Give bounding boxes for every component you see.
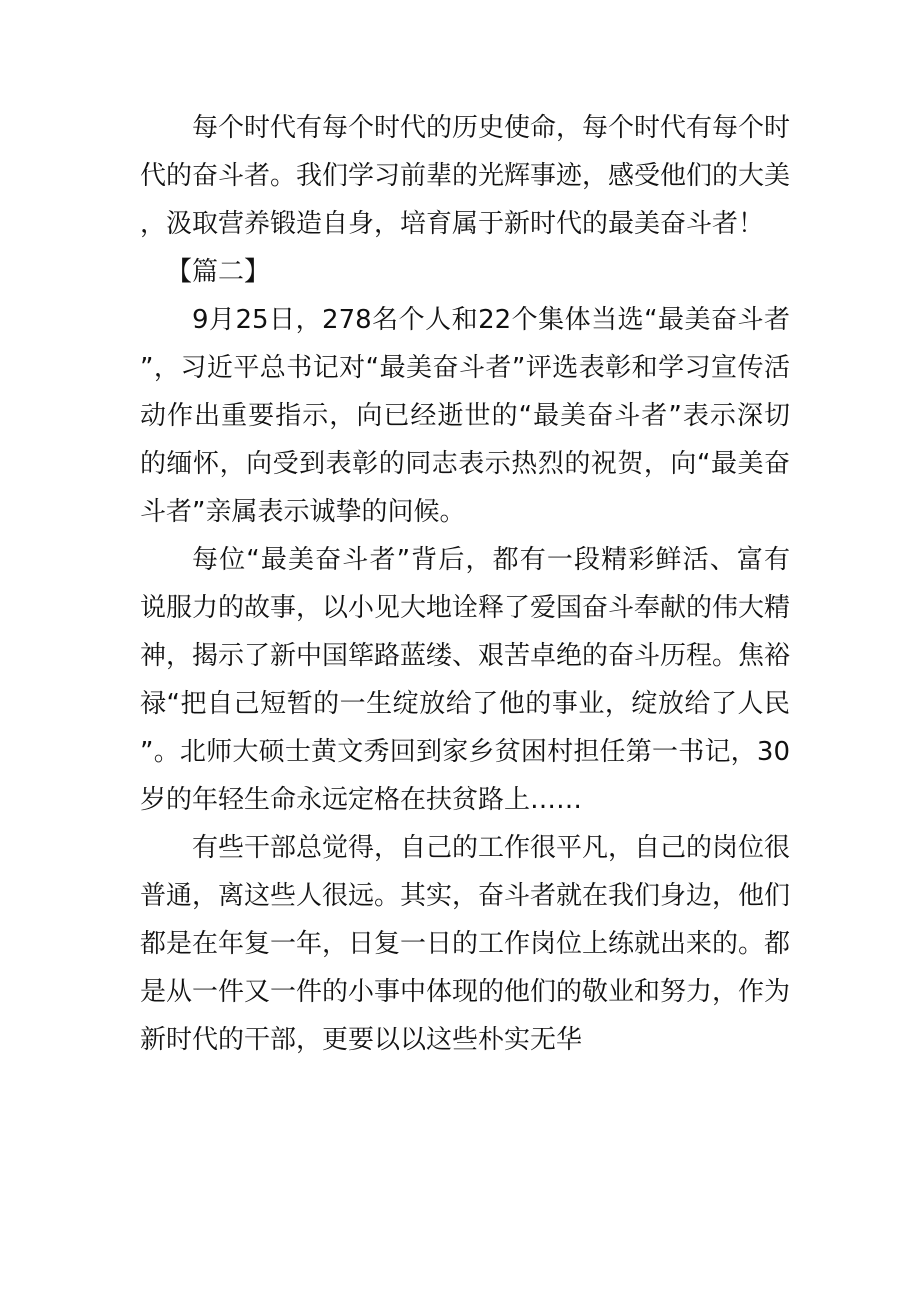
paragraph-award-news: 9月25日，278名个人和22个集体当选“最美奋斗者”，习近平总书记对“最美奋斗者”评选表彰和学习宣传活动作出重要指示，向已经逝世的“最美奋斗者”表示深切的缅怀，向受到表彰的同志表示热烈的祝贺，向“最美奋斗者”亲属表示诚挚的问候。	[140, 305, 790, 527]
paragraph-intro: 每个时代有每个时代的历史使命，每个时代有每个时代的奋斗者。我们学习前辈的光辉事迹，感受他们的大美，汲取营养锻造自身，培育属于新时代的最美奋斗者！	[140, 113, 791, 239]
document-body	[140, 104, 790, 1064]
paragraph-stories: 每位“最美奋斗者”背后，都有一段精彩鲜活、富有说服力的故事，以小见大地诠释了爱国奋斗奉献的伟大精神，揭示了新中国筚路蓝缕、艰苦卓绝的奋斗历程。焦裕禄“把自己短暂的一生绽放给了他的事业，绽放给了人民”。北师大硕士黄文秀回到家乡贫困村担任第一书记，30岁的年轻生命永远定格在扶贫路上……	[140, 545, 791, 815]
section-heading: 【篇二】	[166, 257, 271, 287]
paragraph-cadres: 有些干部总觉得，自己的工作很平凡，自己的岗位很普通，离这些人很远。其实，奋斗者就在我们身边，他们都是在年复一年，日复一日的工作岗位上练就出来的。都是从一件又一件的小事中体现的他们的敬业和努力，作为新时代的干部，更要以以这些朴实无华	[140, 833, 791, 1055]
